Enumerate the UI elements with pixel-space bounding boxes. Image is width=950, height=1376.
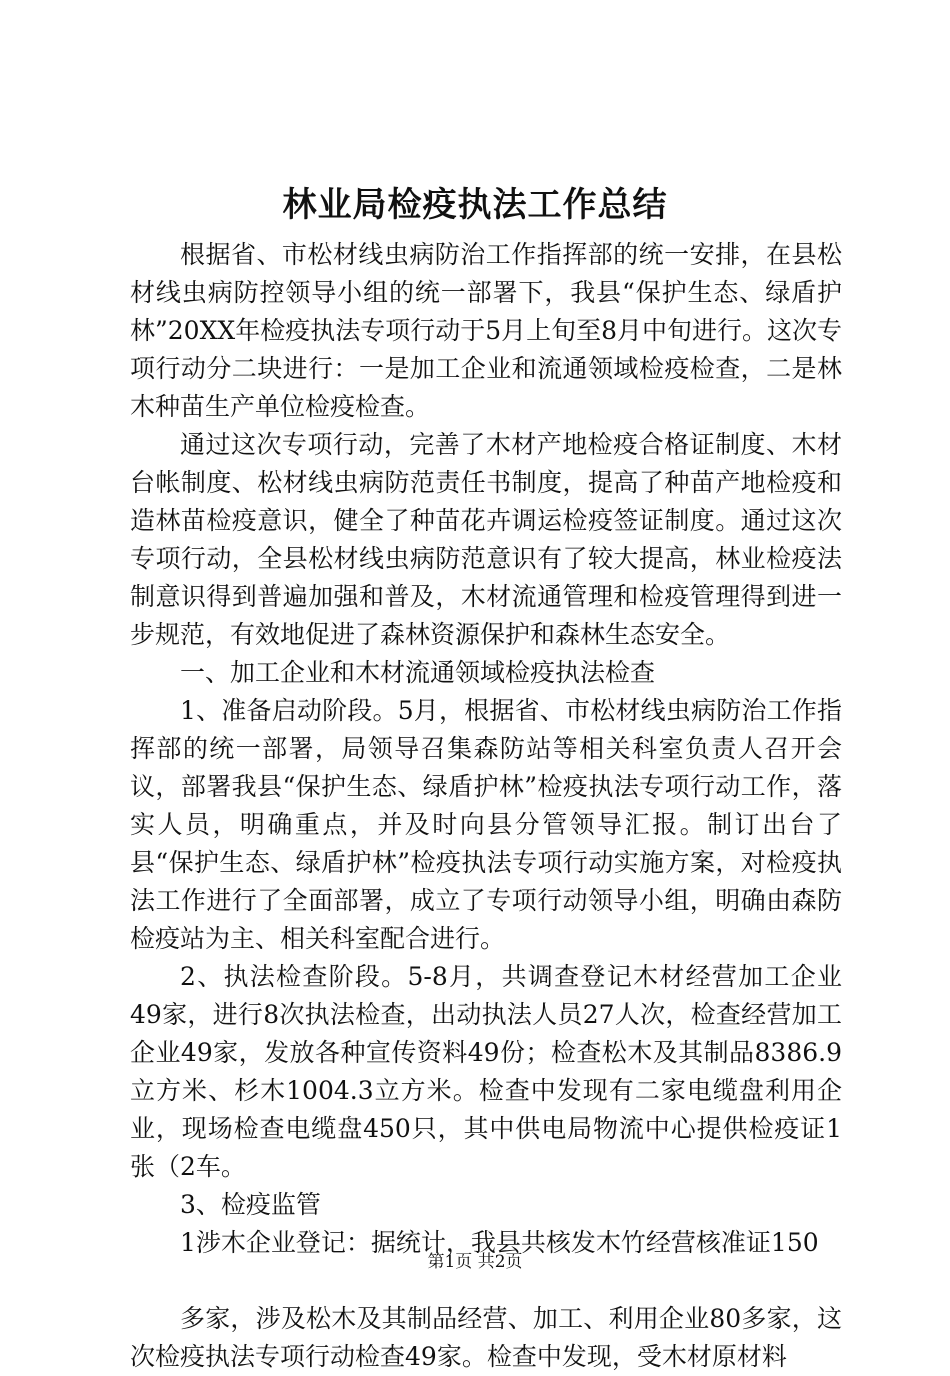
paragraph-results: 通过这次专项行动，完善了木材产地检疫合格证制度、木材台帐制度、松材线虫病防范责任书制度，提高了种苗产地检疫和造林苗检疫意识，健全了种苗花卉调运检疫签证制度。通过这次专项行动，全县松材线虫病防范意识有了较大提高，林业检疫法制意识得到普遍加强和普及，木材流通管理和检疫管理得到进一步规范，有效地促进了森林资源保护和森林生态安全。 xyxy=(130,430,842,649)
paragraph-inspection: 2、执法检查阶段。5-8月，共调查登记木材经营加工企业49家，进行8次执法检查，出动执法人员27人次，检查经营加工企业49家，发放各种宣传资料49份；检查松木及其制品8386.9立方米、杉木1004.3立方米。检查中发现有二家电缆盘利用企业，现场检查电缆盘450只，其中供电局物流中心提供检疫证1张（2车。 xyxy=(130,962,842,1181)
paragraph-registration: 1涉木企业登记：据统计，我县共核发木竹经营核准证150 xyxy=(180,1228,819,1257)
page-footer: 第1页 共2页 xyxy=(427,1252,523,1272)
document-body xyxy=(130,236,842,1376)
subheading-supervision: 3、检疫监管 xyxy=(180,1190,321,1219)
paragraph-intro: 根据省、市松材线虫病防治工作指挥部的统一安排，在县松材线虫病防控领导小组的统一部署下，我县“保护生态、绿盾护林”20XX年检疫执法专项行动于5月上旬至8月中旬进行。这次专项行动分二块进行：一是加工企业和流通领域检疫检查，二是林木种苗生产单位检疫检查。 xyxy=(130,240,843,421)
document-title: 林业局检疫执法工作总结 xyxy=(282,185,668,225)
paragraph-preparation: 1、准备启动阶段。5月，根据省、市松材线虫病防治工作指挥部的统一部署，局领导召集森防站等相关科室负责人召开会议，部署我县“保护生态、绿盾护林”检疫执法专项行动工作，落实人员，明确重点，并及时向县分管领导汇报。制订出台了县“保护生态、绿盾护林”检疫执法专项行动实施方案，对检疫执法工作进行了全面部署，成立了专项行动领导小组，明确由森防检疫站为主、相关科室配合进行。 xyxy=(130,696,842,953)
paragraph-registration-cont: 多家，涉及松木及其制品经营、加工、利用企业80多家，这次检疫执法专项行动检查49家。检查中发现，受木材原材料 xyxy=(130,1304,842,1371)
section-heading-1: 一、加工企业和木材流通领域检疫执法检查 xyxy=(180,658,656,687)
